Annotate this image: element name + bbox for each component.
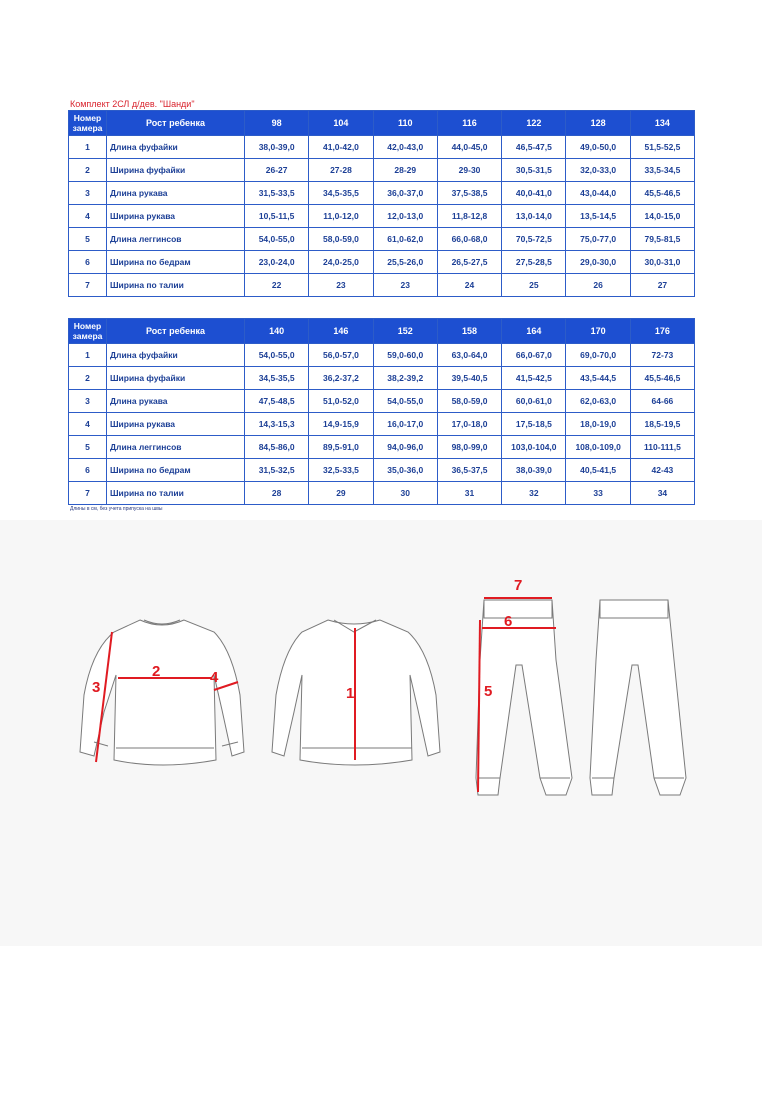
measure-value-cell: 58,0-59,0 [309,228,373,251]
measure-value-cell: 45,5-46,5 [630,367,694,390]
measure-value-cell: 51,0-52,0 [309,390,373,413]
measure-name-cell: Ширина рукава [107,413,245,436]
measure-number-cell: 6 [69,459,107,482]
measure-value-cell: 61,0-62,0 [373,228,437,251]
measure-value-cell: 94,0-96,0 [373,436,437,459]
measure-number-cell: 7 [69,274,107,297]
measure-value-cell: 34,5-35,5 [245,367,309,390]
measure-value-cell: 54,0-55,0 [245,228,309,251]
measure-value-cell: 38,0-39,0 [245,136,309,159]
measure-value-cell: 42,0-43,0 [373,136,437,159]
measure-number-cell: 3 [69,182,107,205]
table-row [69,182,695,205]
measure-value-cell: 110-111,5 [630,436,694,459]
measure-value-cell: 33,5-34,5 [630,159,694,182]
table-row [69,159,695,182]
measure-value-cell: 24,0-25,0 [309,251,373,274]
measure-name-cell: Длина леггинсов [107,436,245,459]
measure-name-cell: Ширина по бедрам [107,251,245,274]
height-header-cell: 152 [373,319,437,344]
measure-value-cell: 38,2-39,2 [373,367,437,390]
height-header-cell: 164 [502,319,566,344]
table-row [69,136,695,159]
measure-value-cell: 27-28 [309,159,373,182]
measure-value-cell: 51,5-52,5 [630,136,694,159]
header-number-cell: Номер замера [69,319,107,344]
size-table-2 [68,318,695,505]
measure-value-cell: 35,0-36,0 [373,459,437,482]
height-header-cell: 104 [309,111,373,136]
chart-title: Комплект 2СЛ д/дев. "Шанди" [70,99,195,109]
pants-back-drawing [590,600,686,795]
measure-value-cell: 62,0-63,0 [566,390,630,413]
measure-value-cell: 17,5-18,5 [502,413,566,436]
measure-value-cell: 23 [373,274,437,297]
measure-value-cell: 34,5-35,5 [309,182,373,205]
measure-value-cell: 11,0-12,0 [309,205,373,228]
garment-illustration-panel [0,520,762,946]
measure-value-cell: 41,0-42,0 [309,136,373,159]
measure-name-cell: Ширина по бедрам [107,459,245,482]
table-row [69,274,695,297]
measure-number-cell: 5 [69,228,107,251]
table-row [69,482,695,505]
measure-name-cell: Длина фуфайки [107,344,245,367]
measure-value-cell: 70,5-72,5 [502,228,566,251]
measure-number-cell: 3 [69,390,107,413]
measure-value-cell: 41,5-42,5 [502,367,566,390]
marker-4: 4 [210,669,219,686]
measure-value-cell: 25 [502,274,566,297]
marker-3: 3 [92,679,101,696]
table-row [69,344,695,367]
measure-value-cell: 26,5-27,5 [437,251,501,274]
measure-value-cell: 79,5-81,5 [630,228,694,251]
measure-value-cell: 33 [566,482,630,505]
table-row [69,436,695,459]
measure-value-cell: 84,5-86,0 [245,436,309,459]
table-row [69,390,695,413]
measure-value-cell: 22 [245,274,309,297]
measure-name-cell: Ширина рукава [107,205,245,228]
table-header-row [69,319,695,344]
marker-7: 7 [514,577,523,594]
measure-value-cell: 32,5-33,5 [309,459,373,482]
measure-value-cell: 37,5-38,5 [437,182,501,205]
measure-value-cell: 31,5-33,5 [245,182,309,205]
measure-value-cell: 18,0-19,0 [566,413,630,436]
header-param-cell: Рост ребенка [107,111,245,136]
measure-value-cell: 34 [630,482,694,505]
height-header-cell: 176 [630,319,694,344]
measure-value-cell: 56,0-57,0 [309,344,373,367]
measure-value-cell: 17,0-18,0 [437,413,501,436]
measure-value-cell: 23 [309,274,373,297]
measure-value-cell: 32,0-33,0 [566,159,630,182]
header-number-cell: Номер замера [69,111,107,136]
measure-value-cell: 108,0-109,0 [566,436,630,459]
marker-5: 5 [484,683,493,700]
measure-value-cell: 36,2-37,2 [309,367,373,390]
measure-value-cell: 28-29 [373,159,437,182]
header-param-cell: Рост ребенка [107,319,245,344]
measure-value-cell: 29-30 [437,159,501,182]
measure-value-cell: 42-43 [630,459,694,482]
measure-value-cell: 43,5-44,5 [566,367,630,390]
measure-value-cell: 28 [245,482,309,505]
measure-number-cell: 4 [69,413,107,436]
marker-1: 1 [346,685,355,702]
measure-value-cell: 66,0-68,0 [437,228,501,251]
height-header-cell: 128 [566,111,630,136]
measurement-note: Длины в см, без учета припуска на швы [70,506,163,512]
height-header-cell: 140 [245,319,309,344]
table-row [69,459,695,482]
measure-value-cell: 24 [437,274,501,297]
measure-value-cell: 64-66 [630,390,694,413]
measure-value-cell: 47,5-48,5 [245,390,309,413]
garment-drawings [0,520,762,946]
table-row [69,228,695,251]
measure-name-cell: Ширина по талии [107,274,245,297]
measure-value-cell: 59,0-60,0 [373,344,437,367]
measure-number-cell: 6 [69,251,107,274]
measure-value-cell: 54,0-55,0 [245,344,309,367]
measure-value-cell: 26-27 [245,159,309,182]
measure-value-cell: 54,0-55,0 [373,390,437,413]
measure-value-cell: 45,5-46,5 [630,182,694,205]
measure-name-cell: Длина рукава [107,390,245,413]
measure-value-cell: 43,0-44,0 [566,182,630,205]
height-header-cell: 98 [245,111,309,136]
measure-value-cell: 12,0-13,0 [373,205,437,228]
measure-value-cell: 60,0-61,0 [502,390,566,413]
measure-value-cell: 30,5-31,5 [502,159,566,182]
measure-value-cell: 26 [566,274,630,297]
measure-value-cell: 10,5-11,5 [245,205,309,228]
marker-6: 6 [504,613,513,630]
measure-value-cell: 89,5-91,0 [309,436,373,459]
measure-value-cell: 36,5-37,5 [437,459,501,482]
measure-value-cell: 75,0-77,0 [566,228,630,251]
measure-value-cell: 23,0-24,0 [245,251,309,274]
measure-value-cell: 46,5-47,5 [502,136,566,159]
measure-value-cell: 13,5-14,5 [566,205,630,228]
height-header-cell: 110 [373,111,437,136]
measure-value-cell: 49,0-50,0 [566,136,630,159]
measure-name-cell: Длина фуфайки [107,136,245,159]
measure-value-cell: 13,0-14,0 [502,205,566,228]
measure-value-cell: 58,0-59,0 [437,390,501,413]
measure-value-cell: 32 [502,482,566,505]
measure-value-cell: 103,0-104,0 [502,436,566,459]
height-header-cell: 134 [630,111,694,136]
height-header-cell: 158 [437,319,501,344]
measure-value-cell: 27 [630,274,694,297]
height-header-cell: 116 [437,111,501,136]
measure-value-cell: 31,5-32,5 [245,459,309,482]
measure-value-cell: 36,0-37,0 [373,182,437,205]
measure-number-cell: 2 [69,159,107,182]
measure-value-cell: 40,0-41,0 [502,182,566,205]
table-row [69,205,695,228]
measure-name-cell: Ширина фуфайки [107,367,245,390]
measure-value-cell: 11,8-12,8 [437,205,501,228]
table-row [69,251,695,274]
measure-value-cell: 29 [309,482,373,505]
measure-value-cell: 25,5-26,0 [373,251,437,274]
measure-value-cell: 18,5-19,5 [630,413,694,436]
size-table-1 [68,110,695,297]
measure-value-cell: 27,5-28,5 [502,251,566,274]
measure-value-cell: 72-73 [630,344,694,367]
measure-value-cell: 14,0-15,0 [630,205,694,228]
height-header-cell: 122 [502,111,566,136]
measure-value-cell: 98,0-99,0 [437,436,501,459]
measure-value-cell: 40,5-41,5 [566,459,630,482]
measure-value-cell: 63,0-64,0 [437,344,501,367]
table-header-row [69,111,695,136]
measure-value-cell: 38,0-39,0 [502,459,566,482]
measure-number-cell: 1 [69,344,107,367]
height-header-cell: 146 [309,319,373,344]
measure-value-cell: 30,0-31,0 [630,251,694,274]
measure-value-cell: 30 [373,482,437,505]
measure-value-cell: 31 [437,482,501,505]
height-header-cell: 170 [566,319,630,344]
measure-value-cell: 39,5-40,5 [437,367,501,390]
measure-value-cell: 14,3-15,3 [245,413,309,436]
measure-number-cell: 4 [69,205,107,228]
measure-number-cell: 7 [69,482,107,505]
marker-2: 2 [152,663,161,680]
measure-name-cell: Ширина по талии [107,482,245,505]
measure-value-cell: 66,0-67,0 [502,344,566,367]
measure-value-cell: 14,9-15,9 [309,413,373,436]
measure-value-cell: 44,0-45,0 [437,136,501,159]
measure-number-cell: 2 [69,367,107,390]
measure-name-cell: Длина леггинсов [107,228,245,251]
measure-name-cell: Ширина фуфайки [107,159,245,182]
measure-name-cell: Длина рукава [107,182,245,205]
measure-value-cell: 29,0-30,0 [566,251,630,274]
measure-number-cell: 5 [69,436,107,459]
table-row [69,413,695,436]
measure-value-cell: 69,0-70,0 [566,344,630,367]
table-row [69,367,695,390]
measure-value-cell: 16,0-17,0 [373,413,437,436]
measure-number-cell: 1 [69,136,107,159]
